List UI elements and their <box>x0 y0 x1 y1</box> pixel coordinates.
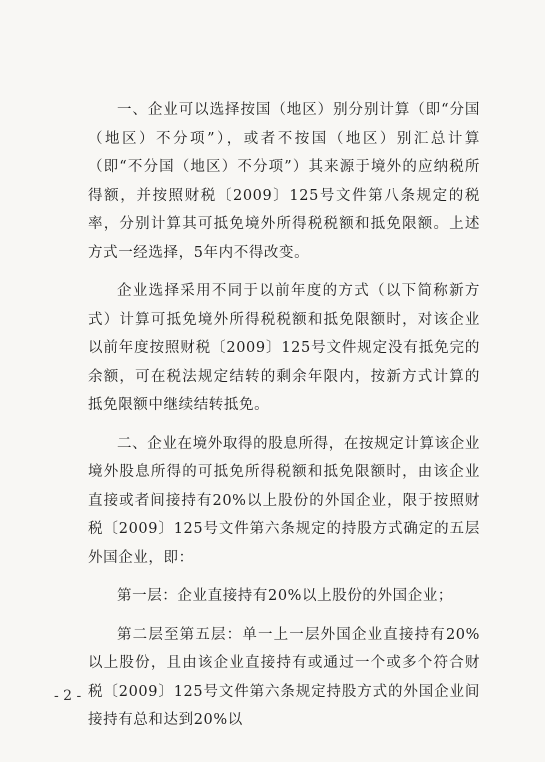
page-number: - 2 - <box>54 688 82 704</box>
paragraph-5: 第二层至第五层：单一上一层外国企业直接持有20%以上股份，且由该企业直接持有或通过一个或多个符合财税〔2009〕125号文件第六条规定持股方式的外国企业间接持有总和达到20%以 <box>88 626 480 728</box>
paragraph-2: 企业选择采用不同于以前年度的方式（以下简称新方式）计算可抵免境外所得税税额和抵免限额时，对该企业以前年度按照财税〔2009〕125号文件规定没有抵免完的余额，可在税法规定结转的剩余年限内，按新方式计算的抵免限额中继续结转抵免。 <box>88 283 480 413</box>
document-body <box>88 96 480 745</box>
paragraph-1: 一、企业可以选择按国（地区）别分别计算（即“分国（地区）不分项”），或者不按国（地区）别汇总计算（即“不分国（地区）不分项”）其来源于境外的应纳税所得额，并按照财税〔2009〕125号文件第八条规定的税率，分别计算其可抵免境外所得税税额和抵免限额。上述方式一经选择，5年内不得改变。 <box>88 102 480 261</box>
paragraph-4: 第一层：企业直接持有20%以上股份的外国企业； <box>117 588 454 604</box>
paragraph-3: 二、企业在境外取得的股息所得，在按规定计算该企业境外股息所得的可抵免所得税额和抵免限额时，由该企业直接或者间接持有20%以上股份的外国企业，限于按照财税〔2009〕125号文件第六条规定的持股方式确定的五层外国企业，即： <box>88 435 480 566</box>
